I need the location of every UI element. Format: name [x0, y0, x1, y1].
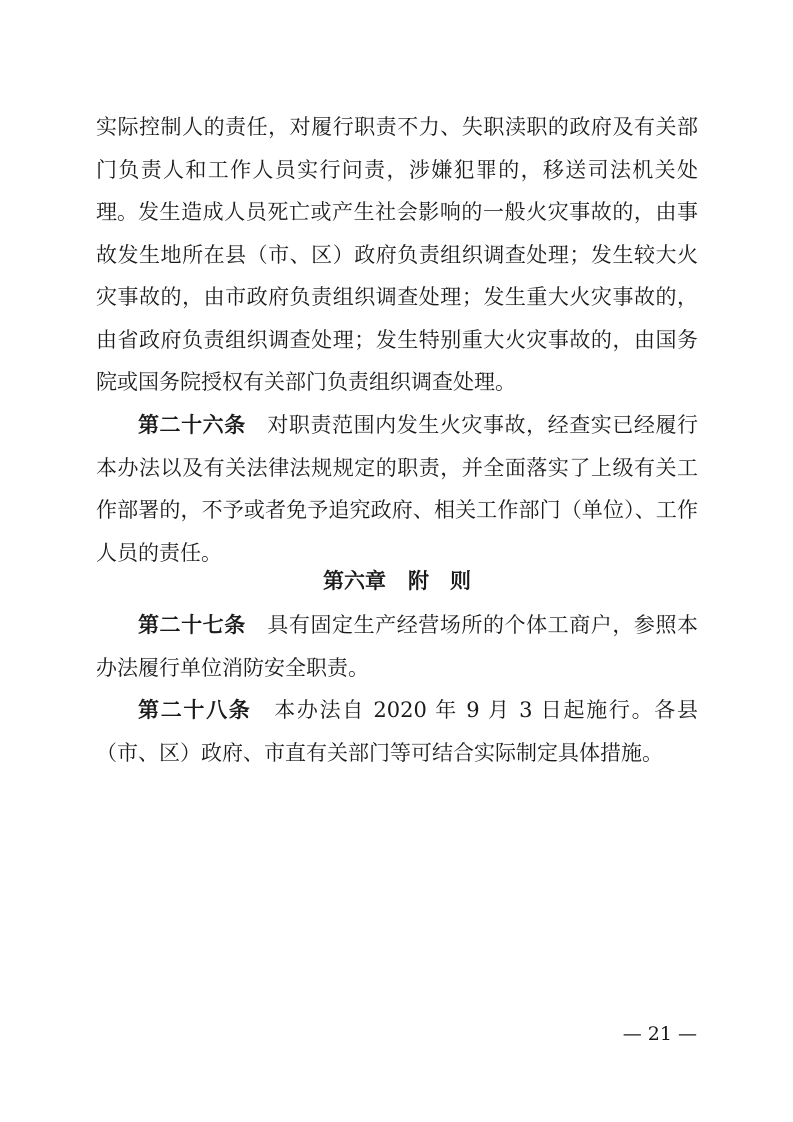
chapter-heading	[96, 560, 698, 602]
article-28	[96, 689, 698, 774]
article-27	[96, 604, 698, 689]
article-26	[96, 404, 698, 574]
paragraph-investigation	[96, 191, 698, 404]
article-text: 具有固定生产经营场所的个体工商户，参照本办法履行单位消防安全职责。	[96, 613, 699, 680]
article-label: 第二十八条	[138, 698, 252, 722]
paragraph-text: 发生造成人员死亡或产生社会影响的一般火灾事故的，由事故发生地所在县（市、区）政府负责组织调查处理；发生较大火灾事故的，由市政府负责组织调查处理；发生重大火灾事故的，由省政府负责组织调查处理；发生特别重大火灾事故的，由国务院或国务院授权有关部门负责组织调查处理。	[96, 200, 698, 394]
article-text: 对职责范围内发生火灾事故，经查实已经履行本办法以及有关法律法规规定的职责，并全面落实了上级有关工作部署的，不予或者免予追究政府、相关工作部门（单位）、工作人员的责任。	[96, 413, 699, 565]
article-label: 第二十七条	[138, 613, 246, 637]
article-text: 本办法自 2020 年 9 月 3 日起施行。各县（市、区）政府、市直有关部门等可结合实际制定具体措施。	[96, 698, 699, 765]
chapter-number: 第六章	[323, 569, 386, 593]
paragraph-text: 实际控制人的责任，对履行职责不力、失职渎职的政府及有关部门负责人和工作人员实行问责，涉嫌犯罪的，移送司法机关处理。	[96, 115, 698, 224]
page-number: — 21 —	[622, 1023, 697, 1045]
article-label: 第二十六条	[138, 413, 246, 437]
chapter-title: 附 则	[408, 569, 471, 593]
